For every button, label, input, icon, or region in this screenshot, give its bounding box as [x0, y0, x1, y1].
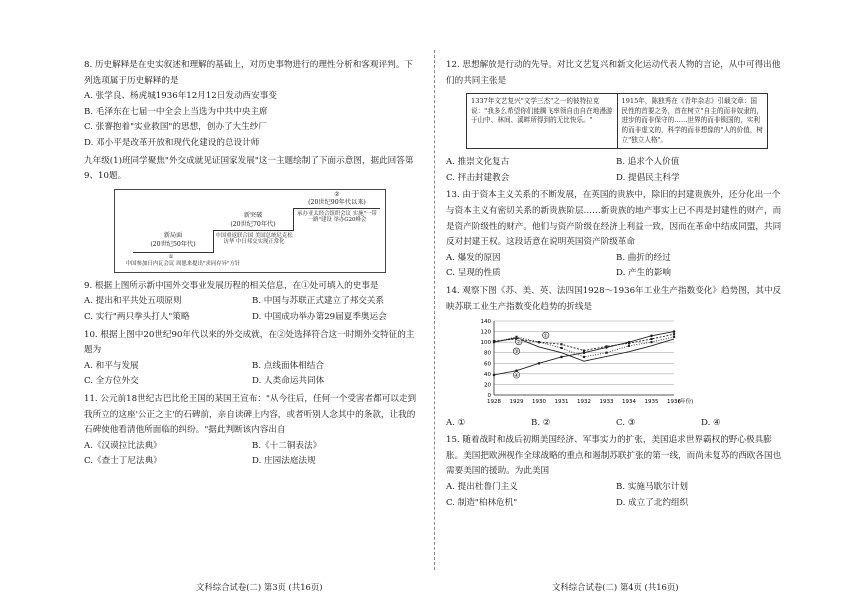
y-tick-label: 0: [487, 393, 491, 400]
page-footer-left: 文科综合试卷(二) 第3页 (共16页): [196, 582, 323, 592]
x-tick-label: 1934: [622, 399, 636, 406]
q9-option-b[interactable]: B. 中国与苏联正式建立了邦交关系: [252, 296, 385, 307]
industry-index-chart: [474, 317, 786, 416]
series-label: ③: [514, 349, 519, 356]
q12-stem: 12. 思想解放是行动的先导。对比文艺复兴和新文化运动代表人物的言论，从中可得出他们的共同主张是: [446, 60, 781, 86]
q9-option-a[interactable]: A. 提出和平共处五项原则: [84, 296, 182, 307]
q14-option-b[interactable]: B. ②: [531, 417, 551, 428]
question-15: [446, 433, 786, 511]
x-tick-label: 1929: [509, 399, 524, 406]
data-point: [560, 343, 562, 345]
q13-option-d[interactable]: D. 产生的影响: [616, 268, 672, 279]
page-footer-right: 文科综合试卷(二) 第4页 (共16页): [552, 582, 679, 592]
q11-option-a[interactable]: A.《汉谟拉比法典》: [84, 440, 162, 451]
x-tick-label: 1935: [644, 399, 659, 406]
data-point: [650, 338, 652, 340]
y-tick-label: 40: [484, 371, 491, 378]
q12-quote-table: [466, 93, 768, 149]
data-point: [583, 356, 585, 358]
q9-stem: 9. 根据上图所示新中国外交事业发展历程的相关信息，在①处可填入的史事是: [84, 280, 379, 291]
q14-option-a[interactable]: A. ①: [446, 417, 466, 428]
data-point: [650, 341, 652, 343]
question-8: [84, 58, 420, 152]
data-point: [605, 352, 607, 354]
q11-stem: 11. 公元前18世纪古巴比伦王国的某国王宣布："从今往后，任何一个受害者都可以走到我所立的这座'公正之主'的石碑前，亲自读碑上内容，或者听别人念其中的条款，让我的石碑使他看清他所面临的纠纷。"据此判断该内容出自: [84, 393, 417, 436]
q14-stem: 14. 观察下图《苏、美、英、法四国1928～1936年工业生产指数变化》趋势图，其中反映苏联工业生产指数变化趋势的折线是: [446, 285, 782, 312]
y-tick-label: 60: [484, 361, 491, 368]
data-point: [628, 341, 631, 344]
series-label: ④: [514, 373, 519, 380]
q11-option-c[interactable]: C.《查士丁尼法典》: [84, 456, 162, 467]
x-tick-label: 1933: [599, 399, 614, 406]
q12-quote-petrarch: 1337年文艺复兴"文学三杰"之一的彼特拉克说："我多么希望你们能腾飞率领自由自在地漫游于山中、林间、溪畔所得到的无比快乐。": [467, 94, 618, 148]
stage1-mark: ①: [168, 253, 174, 260]
left-column: [84, 58, 420, 472]
q11-option-d[interactable]: D. 庄园法庭法规: [252, 456, 316, 467]
q12-option-b[interactable]: B. 追求个人价值: [616, 157, 680, 168]
data-point: [560, 347, 562, 349]
question-14: [446, 284, 786, 431]
data-point: [493, 341, 495, 343]
q10-option-a[interactable]: A. 和平与发展: [84, 360, 139, 371]
q8-option-d[interactable]: D. 邓小平是改革开放和现代化建设的总设计师: [84, 137, 260, 148]
data-point: [628, 345, 630, 347]
q10-option-c[interactable]: C. 全方位外交: [84, 376, 139, 387]
data-point: [583, 350, 585, 352]
x-tick-label: 1931: [554, 399, 569, 406]
q8-option-a[interactable]: A. 张学良、杨虎城1936年12月12日发动西安事变: [84, 91, 277, 102]
q13-stem: 13. 由于资本主义关系的不断发展，在英国的贵族中，除旧的封建贵族外，还分化出一个与资本主义有密切关系的新贵族阶层……新贵族的地产事实上已不再是封建性的财产，而是资产阶级性的财产。他们与资产阶级在经济上利益一致，因而在革命中结成同盟，共同反对封建王权。这段话意在说明英国资产阶级革命: [446, 190, 782, 248]
q10-stem: 10. 根据上图中20世纪90年代以来的外交成就，在②处选择符合这一时期外交特征的主题为: [84, 329, 415, 356]
data-point: [493, 374, 496, 377]
q15-option-d[interactable]: D. 成立了北约组织: [616, 497, 689, 508]
x-axis-label: (年份): [678, 399, 694, 406]
q15-option-c[interactable]: C. 制造"柏林危机": [446, 497, 518, 508]
q9-option-c[interactable]: C. 实行"两只拳头打人"策略: [84, 311, 190, 322]
q15-option-a[interactable]: A. 提出杜鲁门主义: [446, 482, 518, 493]
series-label: ①: [543, 333, 548, 340]
q14-option-d[interactable]: D. ④: [701, 417, 721, 428]
diplomacy-diagram: [114, 189, 386, 273]
x-tick-label: 1930: [532, 399, 546, 406]
column-divider: [434, 50, 435, 570]
y-tick-label: 120: [480, 329, 491, 336]
data-point: [515, 336, 517, 338]
q13-option-c[interactable]: C. 呈现的性质: [446, 268, 501, 279]
stage3-era: (20世纪90年代以来): [308, 198, 366, 206]
question-12: [446, 58, 786, 186]
q12-option-d[interactable]: D. 提倡民主科学: [616, 172, 680, 183]
q11-option-b[interactable]: B.《十二铜表法》: [252, 440, 322, 451]
stage1-event: 中国参加日内瓦会议 周恩来提出"求同存异"方针: [125, 260, 241, 267]
data-point: [673, 333, 675, 335]
x-tick-label: 1928: [487, 399, 501, 406]
right-column: [446, 58, 786, 513]
question-10: [84, 328, 420, 390]
y-tick-label: 80: [484, 350, 491, 357]
q8-option-b[interactable]: B. 毛泽东在七届一中全会上当选为中共中央主席: [84, 106, 268, 117]
data-point: [673, 336, 675, 338]
series-label: ②: [516, 339, 521, 346]
y-tick-label: 140: [480, 319, 491, 326]
data-point: [605, 346, 608, 349]
stage1-era: (20世纪50年代): [150, 240, 196, 248]
q14-option-c[interactable]: C. ③: [616, 417, 636, 428]
q9-10-intro: 九年级(1)班同学聚焦"外交成就见证国家发展"这一主题绘制了下面示意图，据此回答第9、10题。: [84, 155, 414, 182]
y-tick-label: 100: [480, 340, 491, 347]
question-11: [84, 392, 420, 470]
q10-option-d[interactable]: D. 人类命运共同体: [252, 376, 325, 387]
question-13: [446, 188, 786, 282]
q13-option-b[interactable]: B. 曲折的经过: [616, 252, 671, 263]
q15-option-b[interactable]: B. 实施马歇尔计划: [616, 482, 688, 493]
data-point: [583, 352, 586, 355]
data-point: [538, 341, 540, 343]
stage1-title: 新局面: [163, 231, 183, 239]
question-9: [84, 279, 420, 326]
stage2-era: (20世纪70年代): [230, 220, 276, 228]
q9-option-d[interactable]: D. 中国成功举办第29届夏季奥运会: [252, 311, 387, 322]
q12-quote-chen-duxiu: 1915年，陈独秀在《青年杂志》引载文章：国民性的首要之务，首在树立"自主的而非奴隶的，进步的而非保守的……世界的而非锁国的，实利的而非虚文的，科学的而非想像的"人的价值，树立"独立人格"。: [621, 97, 764, 144]
stage3-event: 承办亚太经合组织会议 实施"一带一路"建设 举办G20峰会: [297, 210, 377, 224]
q12-option-c[interactable]: C. 抨击封建教会: [446, 172, 510, 183]
stage2-title: 新突破: [243, 211, 263, 219]
stage2-event: 中国重返联合国 美国总统尼克松访华 中日邦交实现正常化: [215, 232, 293, 246]
q13-option-a[interactable]: A. 爆发的原因: [446, 252, 501, 263]
data-point: [538, 362, 541, 365]
data-point: [673, 330, 676, 333]
x-tick-label: 1932: [577, 399, 591, 406]
q8-option-c[interactable]: C. 张謇抱着"实业救国"的思想，创办了大生纱厂: [84, 122, 267, 133]
data-point: [560, 356, 563, 359]
q15-stem: 15. 随着战时和战后初期美国经济、军事实力的扩张，美国追求世界霸权的野心极具膨胀。美国把欧洲视作全球战略的重点和遏制苏联扩张的第一线，而尚未复苏的西欧各国也需要美国的援助。为此美国: [446, 435, 782, 477]
q10-option-b[interactable]: B. 点线面体相结合: [252, 360, 324, 371]
y-tick-label: 20: [484, 382, 491, 389]
stage3-mark: ②: [334, 190, 340, 198]
q8-stem: 8. 历史解释是在史实叙述和理解的基础上，对历史事物进行的理性分析和客观评判。下列选项属于历史解释的是: [84, 60, 413, 86]
data-point: [650, 335, 653, 338]
line-chart: [474, 317, 724, 409]
q12-option-a[interactable]: A. 推崇文化复古: [446, 157, 510, 168]
x-tick-label: 1936: [667, 399, 681, 406]
